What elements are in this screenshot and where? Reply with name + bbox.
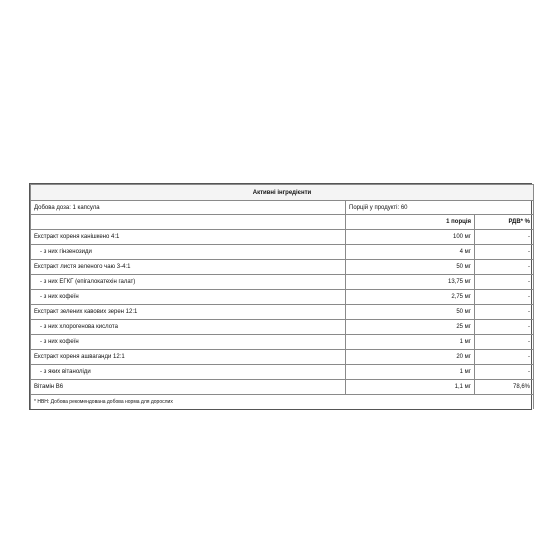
ingredient-name: - з них хлорогенова кислота [31,320,346,335]
footnote: * НВН: Добова рекомендована добова норма для дорослих [31,395,534,410]
ingredient-name: Екстракт листя зеленого чаю 3-4:1 [31,260,346,275]
column-header-name [31,215,346,230]
table-row [31,305,534,320]
ingredient-rdp: - [475,230,534,245]
table-title: Активні інгредієнти [31,185,534,201]
supplement-facts-table [29,183,532,410]
facts-grid [30,184,534,409]
ingredient-amount: 2,75 мг [346,290,475,305]
table-title-row [31,185,534,201]
ingredient-name: - з них ЕГКГ (епігалокатехін галат) [31,275,346,290]
ingredient-rdp: - [475,335,534,350]
table-row [31,320,534,335]
table-row [31,365,534,380]
ingredient-amount: 50 мг [346,305,475,320]
ingredient-amount: 1 мг [346,335,475,350]
servings-per-container: Порцій у продукті: 60 [346,201,534,215]
ingredient-name: - з яких вітаноліди [31,365,346,380]
ingredient-rdp: 78,6% [475,380,534,395]
table-row [31,230,534,245]
ingredient-name: Вітамін B6 [31,380,346,395]
ingredient-name: - з них кофеїн [31,290,346,305]
table-row [31,290,534,305]
column-header-row [31,215,534,230]
column-header-amount: 1 порція [346,215,475,230]
ingredient-rdp: - [475,245,534,260]
ingredient-rdp: - [475,320,534,335]
serving-info-row [31,201,534,215]
ingredient-name: - з них кофеїн [31,335,346,350]
serving-size: Добова доза: 1 капсула [31,201,346,215]
ingredient-name: Екстракт зелених кавових зерен 12:1 [31,305,346,320]
ingredient-name: Екстракт кореня ашваганди 12:1 [31,350,346,365]
ingredient-rdp: - [475,260,534,275]
ingredient-amount: 13,75 мг [346,275,475,290]
ingredient-amount: 1 мг [346,365,475,380]
table-row [31,260,534,275]
ingredient-rdp: - [475,305,534,320]
table-row [31,245,534,260]
ingredient-rdp: - [475,290,534,305]
table-row [31,350,534,365]
ingredient-name: Екстракт кореня канішкeно 4:1 [31,230,346,245]
ingredient-amount: 50 мг [346,260,475,275]
ingredient-rdp: - [475,365,534,380]
table-row [31,275,534,290]
ingredient-rdp: - [475,275,534,290]
table-row [31,335,534,350]
ingredient-amount: 100 мг [346,230,475,245]
ingredient-amount: 1,1 мг [346,380,475,395]
ingredient-amount: 25 мг [346,320,475,335]
column-header-rdp: РДВ* % [475,215,534,230]
ingredient-amount: 4 мг [346,245,475,260]
ingredient-name: - з них гінзенозиди [31,245,346,260]
footnote-row [31,395,534,410]
table-row [31,380,534,395]
ingredient-amount: 20 мг [346,350,475,365]
ingredient-rdp: - [475,350,534,365]
